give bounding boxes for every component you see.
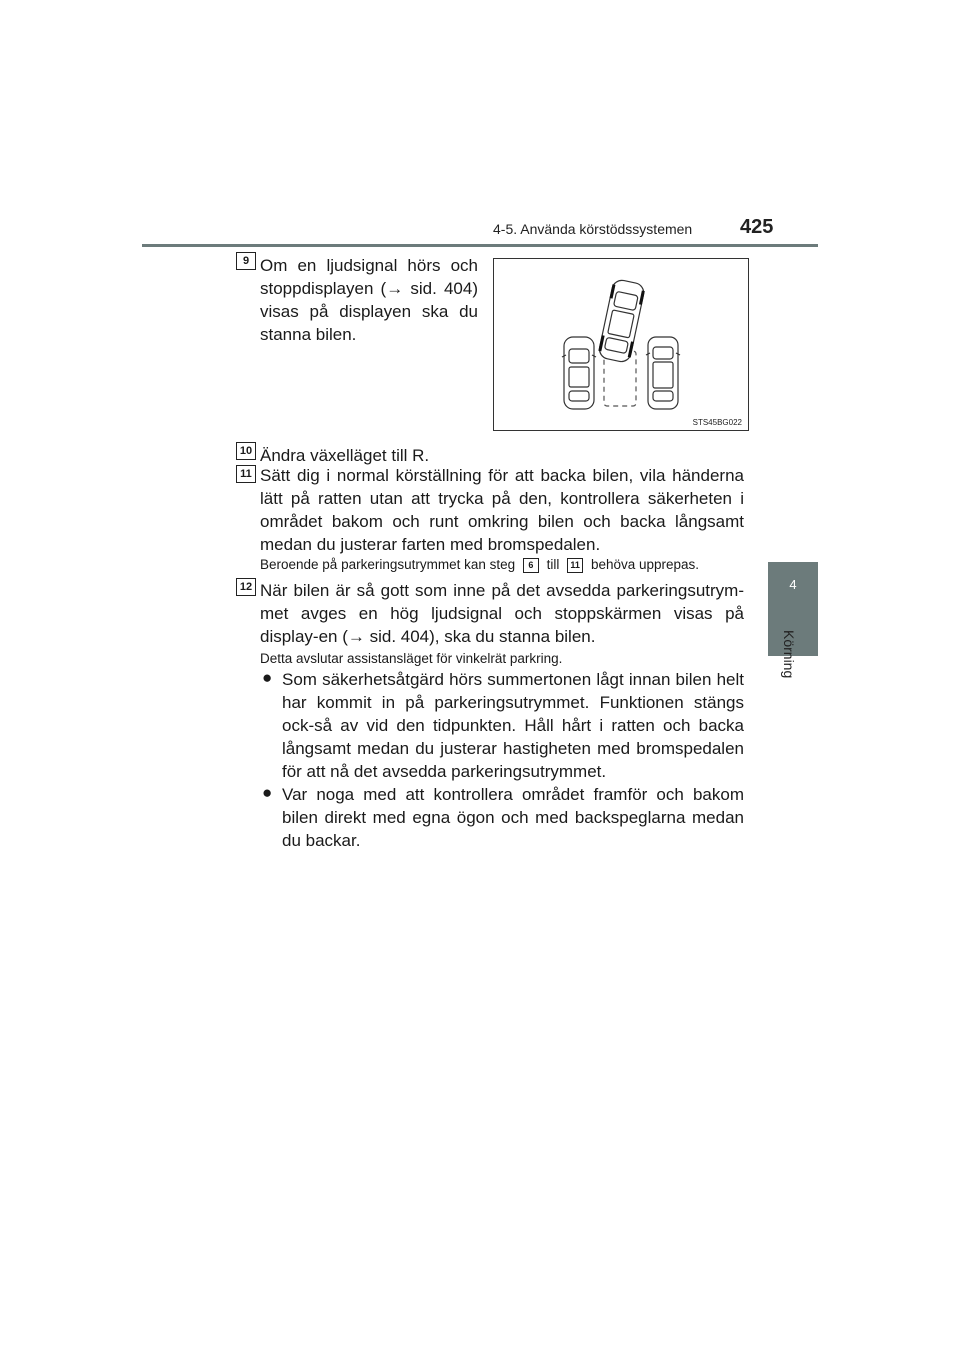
bullet-icon: ●	[262, 668, 273, 687]
bullet-text-1: Som säkerhetsåtgärd hörs summertonen lågt innan bilen helt har kommit in på parkeringsutrymmet. Funktionen stängs ock-så av vid den tidpunkten. Håll hårt i ratten och backa långsamt medan du justerar hastigheten med bromspedalen för att nå det avsedda parkeringsutrymmet.	[282, 670, 744, 781]
step-11-text: Sätt dig i normal körställning för att backa bilen, vila händerna lätt på ratten utan att trycka på den, kontrollera säkerheten i området bakom och runt omkring bilen och backa långsamt medan du justerar farten med bromspedalen.	[260, 466, 744, 554]
step-12-text: När bilen är så gott som inne på det avsedda parkeringsutrym-met avges en hög ljudsignal och stoppskärmen visas på display-en (→ sid. 404), ska du stanna bilen.	[260, 581, 744, 646]
parking-cars-drawing	[494, 259, 748, 430]
bullet-icon: ●	[262, 783, 273, 802]
step-number-10: 10	[236, 442, 256, 460]
page-number: 425	[740, 216, 774, 238]
repeat-note	[260, 556, 750, 574]
parking-illustration	[493, 258, 749, 431]
end-note: Detta avslutar assistansläget för vinkelrät parkring.	[260, 651, 563, 666]
chapter-number: 4	[789, 577, 797, 592]
repeat-from-step: 6	[523, 558, 539, 573]
step-number-9: 9	[236, 252, 256, 270]
chapter-label: Körning	[781, 630, 797, 679]
repeat-note-mid: till	[546, 557, 560, 572]
chapter-label-wrapper	[777, 630, 817, 690]
step-number-12: 12	[236, 578, 256, 596]
section-title: 4-5. Använda körstödssystemen	[493, 221, 693, 237]
header-divider	[142, 244, 818, 247]
step-10-text: Ändra växelläget till R.	[260, 446, 430, 465]
step-number-11: 11	[236, 465, 256, 483]
step-9-text: Om en ljudsignal hörs och stoppdisplayen (→ sid. 404) visas på displayen ska du stanna bilen.	[260, 256, 478, 344]
bullet-text-2: Var noga med att kontrollera området framför och bakom bilen direkt med egna ögon och med backspeglarna medan du backar.	[282, 785, 744, 850]
repeat-to-step: 11	[567, 558, 583, 573]
repeat-note-before: Beroende på parkeringsutrymmet kan steg	[260, 557, 516, 572]
repeat-note-after: behöva upprepas.	[590, 557, 700, 572]
figure-code: STS45BG022	[692, 418, 742, 427]
